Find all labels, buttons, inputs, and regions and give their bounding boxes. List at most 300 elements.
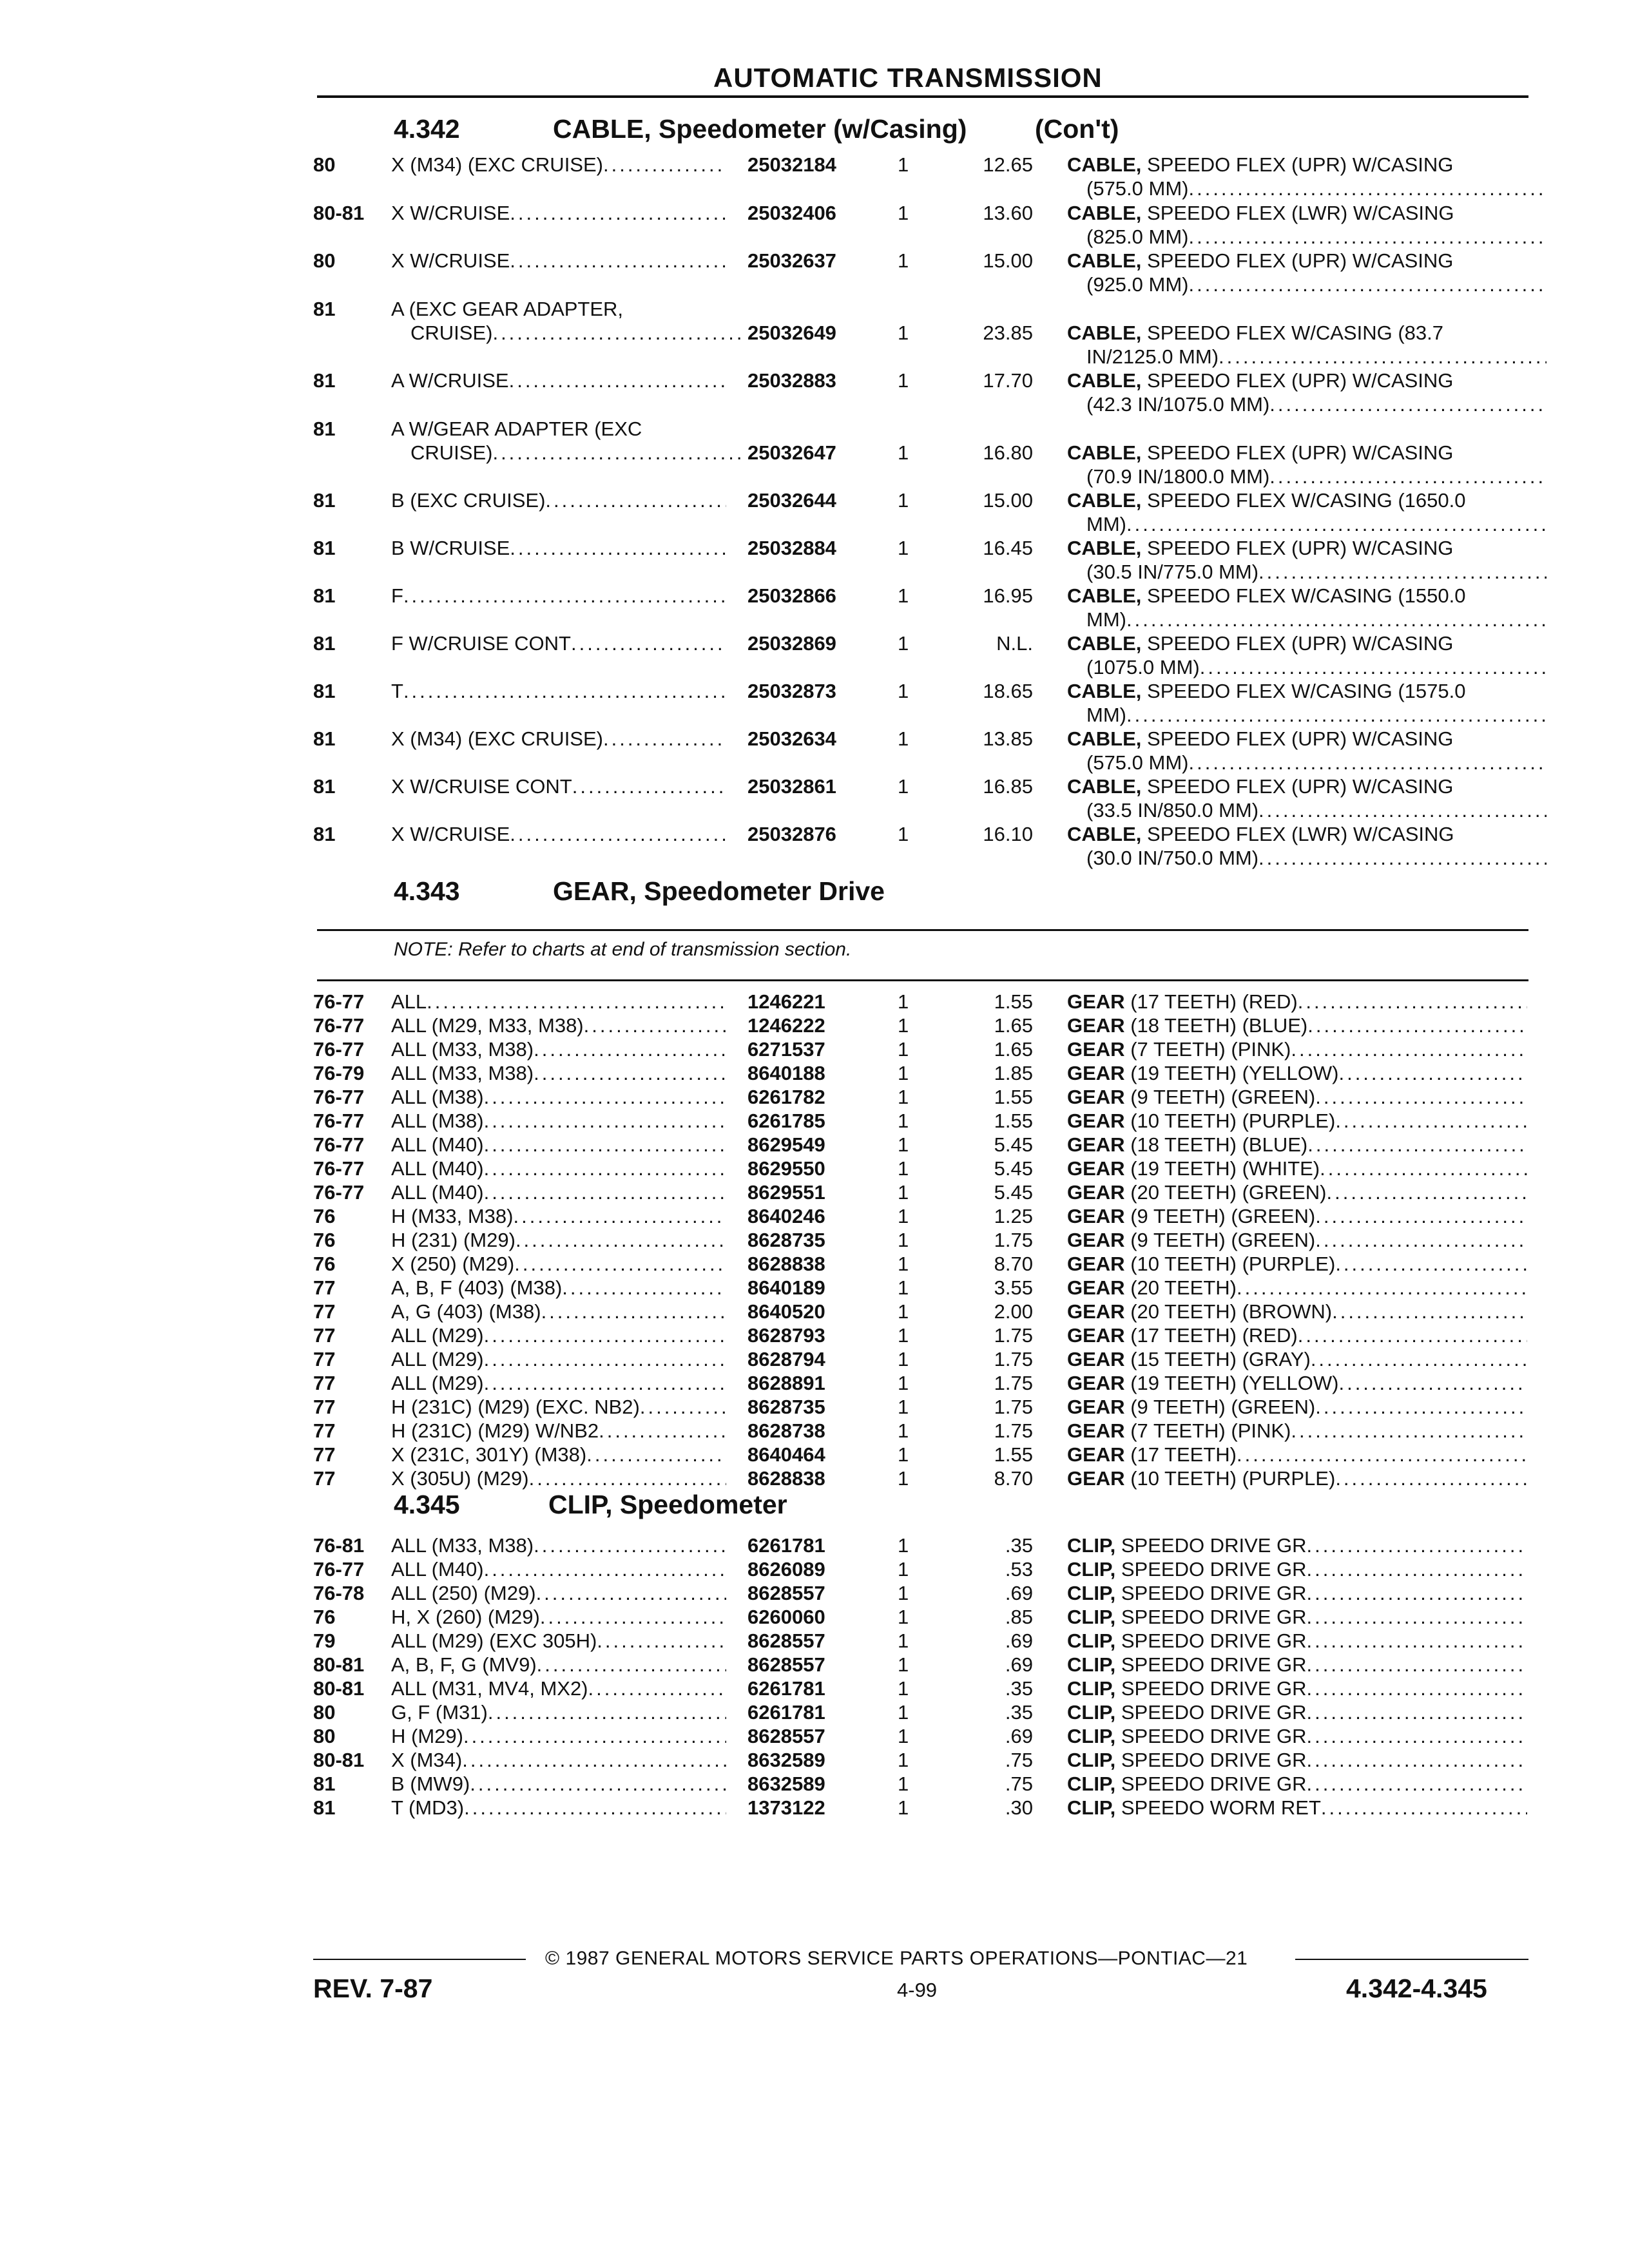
model-text-line	[391, 1204, 726, 1228]
description-line	[1067, 774, 1527, 798]
dot-leader	[1298, 1323, 1527, 1347]
description-cell	[1067, 536, 1527, 584]
part-cell: 6261782	[747, 1086, 825, 1108]
dot-leader	[1237, 1443, 1527, 1466]
description-text: (19 TEETH) (YELLOW)	[1130, 1372, 1339, 1394]
part-noun: GEAR	[1067, 1372, 1125, 1394]
part-cell: 25032861	[747, 775, 836, 798]
description-cell	[1067, 201, 1527, 249]
description-line	[1067, 1133, 1527, 1157]
part-noun: CABLE,	[1067, 369, 1142, 392]
model-text-line	[391, 1014, 726, 1037]
description-text: SPEEDO FLEX (UPR) W/CASING	[1147, 249, 1454, 272]
price-cell: 15.00	[983, 249, 1033, 272]
model-text: X (M34)	[391, 1749, 463, 1771]
part-noun: GEAR	[1067, 1324, 1125, 1347]
model-cell	[391, 631, 726, 655]
description-cell	[1067, 1347, 1527, 1371]
description-cell	[1067, 1061, 1527, 1085]
dot-leader	[1258, 560, 1547, 584]
part-cell: 8628891	[747, 1372, 825, 1394]
model-text: H (231C) (M29) W/NB2	[391, 1419, 599, 1442]
section-rule	[317, 929, 1528, 931]
model-cell	[391, 1581, 726, 1605]
year-cell: 80-81	[313, 1653, 365, 1676]
description-line	[1067, 990, 1527, 1014]
qty-cell: 1	[898, 1725, 909, 1747]
price-cell: 1.55	[994, 990, 1033, 1013]
qty-cell: 1	[898, 1300, 909, 1323]
part-cell: 25032884	[747, 537, 836, 559]
description-text: (17 TEETH) (RED)	[1130, 1324, 1298, 1347]
price-cell: 16.95	[983, 584, 1033, 607]
dot-leader	[1126, 703, 1547, 727]
model-text: A, G (403) (M38)	[391, 1300, 541, 1323]
part-noun: CLIP,	[1067, 1796, 1116, 1819]
description-line	[1067, 1371, 1527, 1395]
part-noun: CABLE,	[1067, 489, 1142, 512]
dot-leader	[534, 1037, 726, 1061]
dot-leader	[484, 1085, 726, 1109]
price-cell: 5.45	[994, 1181, 1033, 1204]
part-noun: GEAR	[1067, 1110, 1125, 1132]
description-cell	[1067, 1724, 1527, 1748]
description-head	[1067, 1605, 1307, 1629]
qty-cell: 1	[898, 1677, 909, 1700]
model-text-line	[391, 1109, 726, 1133]
description-line	[1067, 201, 1527, 225]
qty-cell: 1	[898, 1653, 909, 1676]
qty-cell: 1	[898, 1558, 909, 1581]
model-text: ALL (M33, M38)	[391, 1038, 534, 1061]
year-cell: 79	[313, 1629, 336, 1652]
model-text: ALL (M40)	[391, 1558, 484, 1581]
model-text: T	[391, 680, 403, 702]
description-cell	[1067, 321, 1527, 369]
description-text: (10 TEETH) (PURPLE)	[1130, 1110, 1336, 1132]
model-text-line	[391, 1371, 726, 1395]
year-cell: 81	[313, 489, 336, 512]
dot-leader	[562, 1276, 726, 1300]
description-cell	[1067, 1466, 1527, 1490]
table-rule	[317, 979, 1528, 981]
description-text: (19 TEETH) (YELLOW)	[1130, 1062, 1339, 1084]
dot-leader	[1307, 1581, 1527, 1605]
model-text: F	[391, 584, 403, 607]
dot-leader	[1307, 1677, 1527, 1700]
dot-leader	[484, 1133, 726, 1157]
description-text-line	[1067, 751, 1547, 774]
description-head	[1067, 1085, 1315, 1109]
part-cell: 8626089	[747, 1558, 825, 1581]
model-cell	[391, 1677, 726, 1700]
model-cell	[391, 1395, 726, 1419]
year-cell: 76-77	[313, 1086, 365, 1108]
model-text: A, B, F (403) (M38)	[391, 1276, 563, 1299]
part-cell: 1246221	[747, 990, 825, 1013]
model-text-line	[391, 1085, 726, 1109]
dot-leader	[1338, 1061, 1527, 1085]
model-text: H (M29)	[391, 1725, 463, 1747]
description-line	[1067, 1300, 1527, 1323]
year-cell: 76-77	[313, 1181, 365, 1204]
description-text: (17 TEETH)	[1130, 1443, 1237, 1466]
description-text-line	[1067, 798, 1547, 822]
dot-leader	[1307, 1629, 1527, 1653]
year-cell: 76	[313, 1229, 336, 1251]
price-cell: 1.75	[994, 1419, 1033, 1442]
model-text: ALL (M38)	[391, 1110, 484, 1132]
description-line	[1067, 1748, 1527, 1772]
model-text-line	[391, 1748, 726, 1772]
price-cell: 16.45	[983, 537, 1033, 559]
description-cell	[1067, 1395, 1527, 1419]
model-cell	[391, 1772, 726, 1796]
description-cell	[1067, 1014, 1527, 1037]
dot-leader	[462, 1748, 726, 1772]
dot-leader	[1315, 1085, 1527, 1109]
model-text-line	[391, 774, 726, 798]
description-text: (7 TEETH) (PINK)	[1130, 1038, 1291, 1061]
description-line	[1067, 369, 1527, 392]
dot-leader	[1311, 1347, 1527, 1371]
dot-leader	[463, 1724, 726, 1748]
model-cell	[391, 1748, 726, 1772]
dot-leader	[510, 822, 726, 846]
description-cell	[1067, 1772, 1527, 1796]
model-text-line	[391, 1557, 726, 1581]
year-cell: 76-77	[313, 1110, 365, 1132]
price-cell: 16.85	[983, 775, 1033, 798]
part-noun: CABLE,	[1067, 202, 1142, 224]
dot-leader	[1335, 1252, 1527, 1276]
revision-label: REV. 7-87	[313, 1974, 433, 2003]
model-text: X (305U) (M29)	[391, 1467, 529, 1490]
qty-cell: 1	[898, 1606, 909, 1628]
description-line	[1067, 1014, 1527, 1037]
model-cell	[391, 1533, 726, 1557]
dot-leader	[484, 1323, 726, 1347]
description-text-line	[1067, 846, 1547, 870]
description-line	[1067, 1557, 1527, 1581]
model-cell	[391, 369, 726, 392]
model-text: F W/CRUISE CONT	[391, 632, 571, 655]
dot-leader	[513, 1204, 726, 1228]
qty-cell: 1	[898, 489, 909, 512]
description-text-line	[1067, 225, 1547, 249]
description-cell	[1067, 369, 1527, 416]
model-cell	[391, 1252, 726, 1276]
description-head	[1067, 1037, 1291, 1061]
part-noun: CABLE,	[1067, 153, 1142, 176]
model-cell	[391, 727, 726, 751]
part-cell: 25032883	[747, 369, 836, 392]
description-text: SPEEDO DRIVE GR	[1121, 1701, 1307, 1724]
description-text: (30.5 IN/775.0 MM)	[1086, 561, 1259, 583]
dot-leader	[1338, 1371, 1527, 1395]
model-text-line	[391, 1772, 726, 1796]
description-line	[1067, 584, 1527, 608]
part-cell: 8628838	[747, 1467, 825, 1490]
price-cell: 1.65	[994, 1038, 1033, 1061]
year-cell: 76	[313, 1606, 336, 1628]
price-cell: .35	[1005, 1701, 1033, 1724]
price-cell: 18.65	[983, 680, 1033, 702]
description-text: SPEEDO FLEX (UPR) W/CASING	[1147, 441, 1454, 464]
dot-leader	[403, 584, 726, 608]
year-cell: 81	[313, 418, 336, 440]
qty-cell: 1	[898, 153, 909, 176]
dot-leader	[484, 1180, 726, 1204]
model-text: B (EXC CRUISE)	[391, 489, 546, 512]
part-noun: GEAR	[1067, 990, 1125, 1013]
year-cell: 81	[313, 298, 336, 320]
qty-cell: 1	[898, 1419, 909, 1442]
description-head	[1067, 1347, 1311, 1371]
qty-cell: 1	[898, 1110, 909, 1132]
model-cell	[391, 1014, 726, 1037]
part-noun: CABLE,	[1067, 441, 1142, 464]
dot-leader	[516, 1228, 726, 1252]
description-cell	[1067, 1796, 1527, 1820]
model-text-line	[391, 1300, 726, 1323]
model-cell	[391, 1133, 726, 1157]
part-noun: GEAR	[1067, 1157, 1125, 1180]
description-line	[1067, 1466, 1527, 1490]
model-text: X (M34) (EXC CRUISE)	[391, 153, 603, 176]
part-noun: GEAR	[1067, 1276, 1125, 1299]
part-cell: 6271537	[747, 1038, 825, 1061]
qty-cell: 1	[898, 1205, 909, 1227]
description-line	[1067, 1581, 1527, 1605]
model-cell	[391, 417, 726, 465]
year-cell: 77	[313, 1300, 336, 1323]
model-text: A W/GEAR ADAPTER (EXC	[391, 418, 642, 440]
year-cell: 76-77	[313, 1157, 365, 1180]
qty-cell: 1	[898, 1348, 909, 1370]
part-cell: 25032637	[747, 249, 836, 272]
model-text-line	[391, 1581, 726, 1605]
year-cell: 80	[313, 1701, 336, 1724]
model-text: X (250) (M29)	[391, 1253, 515, 1275]
part-cell: 8640189	[747, 1276, 825, 1299]
description-text: SPEEDO DRIVE GR	[1121, 1534, 1307, 1557]
price-cell: 1.85	[994, 1062, 1033, 1084]
part-noun: GEAR	[1067, 1038, 1125, 1061]
model-cell	[391, 1700, 726, 1724]
model-cell	[391, 488, 726, 512]
part-noun: CABLE,	[1067, 680, 1142, 702]
model-cell	[391, 1061, 726, 1085]
model-text: ALL (M40)	[391, 1157, 484, 1180]
dot-leader	[1219, 345, 1547, 369]
part-noun: CABLE,	[1067, 727, 1142, 750]
description-line	[1067, 1629, 1527, 1653]
model-text: A W/CRUISE	[391, 369, 509, 392]
part-cell: 8628557	[747, 1653, 825, 1676]
part-cell: 25032647	[747, 441, 836, 464]
part-noun: CLIP,	[1067, 1606, 1116, 1628]
dot-leader	[529, 1466, 726, 1490]
description-head	[1067, 1157, 1320, 1180]
qty-cell: 1	[898, 1534, 909, 1557]
model-text-line	[391, 488, 726, 512]
part-cell: 8640464	[747, 1443, 825, 1466]
description-line	[1067, 249, 1527, 273]
qty-cell: 1	[898, 441, 909, 464]
dot-leader	[1188, 177, 1547, 200]
dot-leader	[584, 1014, 726, 1037]
model-text-line	[391, 369, 726, 392]
model-text-line	[391, 201, 726, 225]
dot-leader	[484, 1109, 726, 1133]
description-line	[1067, 153, 1527, 177]
qty-cell: 1	[898, 1396, 909, 1418]
model-text-line	[391, 727, 726, 751]
part-cell: 6261781	[747, 1701, 825, 1724]
dot-leader	[1327, 1180, 1528, 1204]
part-noun: GEAR	[1067, 1014, 1125, 1037]
description-text: (575.0 MM)	[1086, 177, 1189, 200]
section-title: GEAR, Speedometer Drive	[553, 876, 885, 906]
part-noun: CLIP,	[1067, 1629, 1116, 1652]
model-text: ALL (M38)	[391, 1086, 484, 1108]
model-cell	[391, 990, 726, 1014]
footer-rule-right	[1295, 1959, 1528, 1960]
description-text: SPEEDO FLEX (LWR) W/CASING	[1147, 823, 1454, 845]
price-cell: .75	[1005, 1773, 1033, 1795]
description-head	[1067, 1466, 1335, 1490]
section-title: CABLE, Speedometer (w/Casing)	[553, 114, 967, 144]
description-text: (575.0 MM)	[1086, 751, 1189, 774]
price-cell: 16.80	[983, 441, 1033, 464]
model-cell	[391, 584, 726, 608]
model-text: ALL (250) (M29)	[391, 1582, 536, 1604]
model-text: X (231C, 301Y) (M38)	[391, 1443, 587, 1466]
model-text-line	[391, 1347, 726, 1371]
model-text: H (M33, M38)	[391, 1205, 514, 1227]
model-text-line	[391, 1419, 726, 1443]
part-noun: GEAR	[1067, 1062, 1125, 1084]
year-cell: 81	[313, 537, 336, 559]
part-cell: 25032866	[747, 584, 836, 607]
description-cell	[1067, 1109, 1527, 1133]
model-cell	[391, 1653, 726, 1677]
description-head	[1067, 1323, 1298, 1347]
dot-leader	[597, 1629, 726, 1653]
part-cell: 8628735	[747, 1396, 825, 1418]
year-cell: 77	[313, 1443, 336, 1466]
description-head	[1067, 990, 1298, 1014]
description-cell	[1067, 990, 1527, 1014]
part-cell: 25032634	[747, 727, 836, 750]
description-text: SPEEDO FLEX (UPR) W/CASING	[1147, 537, 1454, 559]
description-head	[1067, 1557, 1307, 1581]
description-line	[1067, 1796, 1527, 1820]
dot-leader	[1126, 608, 1547, 631]
description-text: SPEEDO FLEX (UPR) W/CASING	[1147, 775, 1454, 798]
part-noun: GEAR	[1067, 1229, 1125, 1251]
part-cell: 25032406	[747, 202, 836, 224]
description-cell	[1067, 1677, 1527, 1700]
model-text: CRUISE)	[410, 322, 493, 344]
description-cell	[1067, 727, 1527, 774]
price-cell: .85	[1005, 1606, 1033, 1628]
price-cell: 1.75	[994, 1229, 1033, 1251]
description-head	[1067, 1796, 1321, 1820]
description-cell	[1067, 1085, 1527, 1109]
header-rule	[317, 95, 1528, 98]
dot-leader	[603, 727, 726, 751]
part-noun: GEAR	[1067, 1419, 1125, 1442]
part-noun: GEAR	[1067, 1181, 1125, 1204]
description-text-line	[1067, 465, 1547, 488]
part-noun: CLIP,	[1067, 1653, 1116, 1676]
price-cell: 1.75	[994, 1396, 1033, 1418]
part-noun: CABLE,	[1067, 632, 1142, 655]
qty-cell: 1	[898, 680, 909, 702]
model-text-line	[391, 1533, 726, 1557]
model-text-line	[391, 536, 726, 560]
price-cell: .69	[1005, 1629, 1033, 1652]
price-cell: 1.75	[994, 1348, 1033, 1370]
description-text: (18 TEETH) (BLUE)	[1130, 1133, 1308, 1156]
dot-leader	[1315, 1204, 1527, 1228]
part-noun: GEAR	[1067, 1443, 1125, 1466]
description-cell	[1067, 1157, 1527, 1180]
description-line	[1067, 1252, 1527, 1276]
model-text-line	[391, 441, 746, 465]
price-cell: .69	[1005, 1725, 1033, 1747]
price-cell: 2.00	[994, 1300, 1033, 1323]
description-text: (9 TEETH) (GREEN)	[1130, 1396, 1316, 1418]
dot-leader	[1237, 1276, 1527, 1300]
part-cell: 6261781	[747, 1677, 825, 1700]
section-range: 4.342-4.345	[1346, 1974, 1487, 2003]
description-text: SPEEDO FLEX W/CASING (1575.0	[1147, 680, 1466, 702]
model-text-line	[391, 1796, 726, 1820]
description-text: (20 TEETH) (GREEN)	[1130, 1181, 1327, 1204]
part-cell: 25032876	[747, 823, 836, 845]
description-cell	[1067, 1228, 1527, 1252]
description-text: SPEEDO FLEX W/CASING (1550.0	[1147, 584, 1466, 607]
description-cell	[1067, 1748, 1527, 1772]
description-line	[1067, 679, 1527, 703]
description-text: (9 TEETH) (GREEN)	[1130, 1205, 1316, 1227]
dot-leader	[484, 1371, 726, 1395]
description-head	[1067, 1581, 1307, 1605]
model-text: ALL	[391, 990, 427, 1013]
description-cell	[1067, 1204, 1527, 1228]
price-cell: .30	[1005, 1796, 1033, 1819]
qty-cell: 1	[898, 1796, 909, 1819]
part-cell: 1246222	[747, 1014, 825, 1037]
description-text: SPEEDO DRIVE GR	[1121, 1725, 1307, 1747]
year-cell: 76-77	[313, 990, 365, 1013]
description-head	[1067, 1677, 1307, 1700]
year-cell: 81	[313, 632, 336, 655]
year-cell: 81	[313, 369, 336, 392]
section-number: 4.343	[394, 876, 460, 906]
price-cell: 1.75	[994, 1372, 1033, 1394]
model-text-line	[391, 153, 726, 177]
part-cell: 8632589	[747, 1773, 825, 1795]
description-cell	[1067, 1557, 1527, 1581]
dot-leader	[1307, 1700, 1527, 1724]
dot-leader	[509, 369, 726, 392]
price-cell: 5.45	[994, 1157, 1033, 1180]
description-line	[1067, 1653, 1527, 1677]
